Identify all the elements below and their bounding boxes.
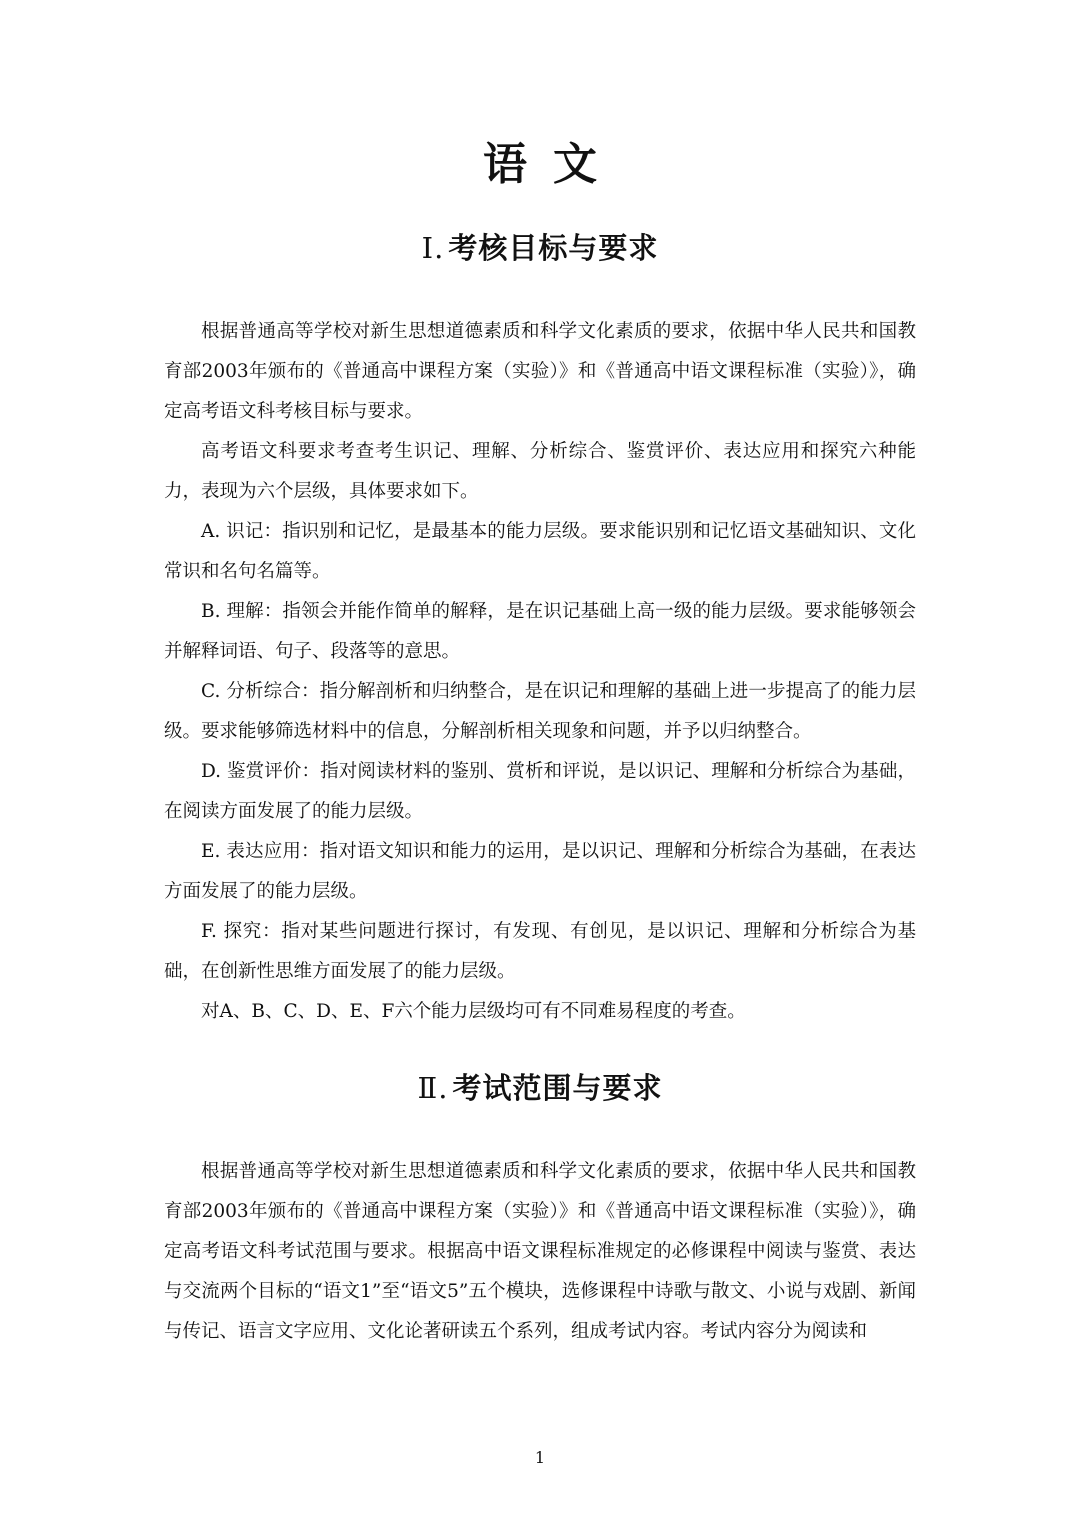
paragraph-ability-f: F. 探究：指对某些问题进行探讨，有发现、有创见，是以识记、理解和分析综合为基础，在创新性思维方面发展了的能力层级。 bbox=[164, 921, 916, 982]
paragraph-ability-b: B. 理解：指领会并能作简单的解释，是在识记基础上高一级的能力层级。要求能够领会并解释词语、句子、段落等的意思。 bbox=[164, 601, 916, 662]
paragraph: 根据普通高等学校对新生思想道德素质和科学文化素质的要求，依据中华人民共和国教育部2003年颁布的《普通高中课程方案（实验）》和《普通高中语文课程标准（实验）》，确定高考语文科考核目标与要求。 bbox=[164, 321, 916, 422]
paragraph-ability-e: E. 表达应用：指对语文知识和能力的运用，是以识记、理解和分析综合为基础，在表达方面发展了的能力层级。 bbox=[164, 841, 916, 902]
section-2-number: Ⅱ. bbox=[417, 1071, 449, 1105]
paragraph-ability-d: D. 鉴赏评价：指对阅读材料的鉴别、赏析和评说，是以识记、理解和分析综合为基础，在阅读方面发展了的能力层级。 bbox=[164, 761, 916, 822]
section-1-number: Ⅰ. bbox=[421, 231, 445, 265]
paragraph: 对A、B、C、D、E、F六个能力层级均可有不同难易程度的考查。 bbox=[201, 1001, 746, 1022]
page-number: 1 bbox=[534, 1448, 546, 1467]
section-2-heading bbox=[0, 1066, 1080, 1107]
section-1-title: 考核目标与要求 bbox=[448, 231, 659, 265]
section-1-heading bbox=[0, 226, 1080, 267]
section-1-body bbox=[164, 312, 916, 1032]
paragraph-ability-c: C. 分析综合：指分解剖析和归纳整合，是在识记和理解的基础上进一步提高了的能力层级。要求能够筛选材料中的信息，分解剖析相关现象和问题，并予以归纳整合。 bbox=[164, 681, 916, 742]
section-2-body bbox=[164, 1152, 916, 1352]
paragraph: 根据普通高等学校对新生思想道德素质和科学文化素质的要求，依据中华人民共和国教育部2003年颁布的《普通高中课程方案（实验）》和《普通高中语文课程标准（实验）》，确定高考语文科考试范围与要求。根据高中语文课程标准规定的必修课程中阅读与鉴赏、表达与交流两个目标的“语文1”至“语文5”五个模块，选修课程中诗歌与散文、小说与戏剧、新闻与传记、语言文字应用、文化论著研读五个系列，组成考试内容。考试内容分为阅读和 bbox=[164, 1161, 916, 1342]
paragraph: 高考语文科要求考查考生识记、理解、分析综合、鉴赏评价、表达应用和探究六种能力，表现为六个层级，具体要求如下。 bbox=[164, 441, 916, 502]
section-2-title: 考试范围与要求 bbox=[452, 1071, 663, 1105]
paragraph-ability-a: A. 识记：指识别和记忆，是最基本的能力层级。要求能识别和记忆语文基础知识、文化常识和名句名篇等。 bbox=[164, 521, 916, 582]
document-title: 语文 bbox=[483, 139, 623, 190]
